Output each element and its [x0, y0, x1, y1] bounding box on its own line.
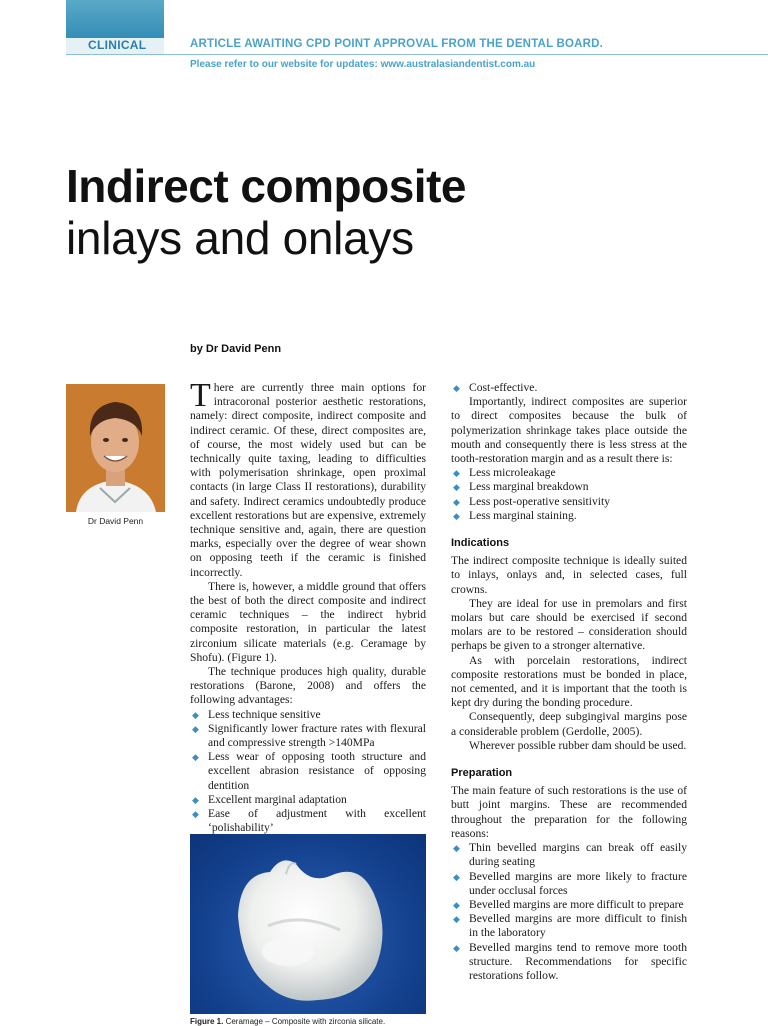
paragraph: The indirect composite technique is ideally suited to inlays, onlays and, in selected cases, full crowns.: [451, 554, 687, 596]
section-label: CLINICAL: [66, 38, 164, 54]
list-item: ◆ Bevelled margins tend to remove more tooth structure. Recommendations for specific restorations follow.: [451, 941, 687, 984]
list-item: ◆ Less marginal staining.: [451, 509, 687, 523]
list-item: ◆ Bevelled margins are more difficult to finish in the laboratory: [451, 912, 687, 940]
list-item: ◆ Less wear of opposing tooth structure and excellent abrasion resistance of opposing dentition: [190, 750, 426, 793]
list-item: ◆ Cost-effective.: [451, 381, 687, 395]
preparation-heading: Preparation: [451, 767, 513, 780]
list-item: ◆ Ease of adjustment with excellent ‘polishability’: [190, 807, 426, 835]
header-rule: [66, 54, 768, 55]
byline: by Dr David Penn: [190, 343, 282, 355]
list-item: ◆ Less post-operative sensitivity: [451, 495, 687, 509]
list-item: ◆ Less microleakage: [451, 466, 687, 480]
article-column-1: [190, 377, 426, 836]
list-item: ◆ Bevelled margins are more difficult to prepare: [451, 898, 687, 912]
intro-paragraph: There are currently three main options for intracoronal posterior aesthetic restorations, namely: direct composite, indirect composite and indirect ceramic. Of these, direct composites are, of course, the most widely used but can be technically quite taxing, leading to difficulties with polymerisation shrinkage, open proximal contacts (in large Class II restorations), durability and safety. Indirect ceramics undoubtedly produce excellent restorations but are expensive, extremely technique sensitive and, again, there are question marks, especially over the degree of wear shown on opposing teeth if the ceramic is finished incorrectly.: [190, 377, 426, 579]
indications-heading: Indications: [451, 537, 510, 550]
article-subtitle: inlays and onlays: [66, 212, 414, 264]
article-title: Indirect composite: [66, 160, 466, 212]
drop-cap: T: [190, 377, 211, 414]
photo-caption: Dr David Penn: [87, 516, 144, 526]
paragraph: As with porcelain restorations, indirect composite restorations must be bonded in place, not cemented, and it is important that the tooth is kept dry during the bonding procedure.: [451, 653, 687, 710]
list-item: ◆ Thin bevelled margins can break off easily during seating: [451, 841, 687, 869]
cpd-notice: ARTICLE AWAITING CPD POINT APPROVAL FROM THE DENTAL BOARD.: [190, 38, 604, 50]
article-column-2: [451, 381, 687, 983]
preparation-reasons-list: [451, 841, 687, 983]
list-item: ◆ Significantly lower fracture rates with flexural and compressive strength >140MPa: [190, 722, 426, 750]
author-portrait-graphic: [66, 384, 165, 512]
paragraph: The technique produces high quality, durable restorations (Barone, 2008) and offers the following advantages:: [190, 665, 426, 707]
list-item: ◆ Less marginal breakdown: [451, 480, 687, 494]
tooth-restoration-graphic: [190, 834, 426, 1014]
paragraph: The main feature of such restorations is the use of butt joint margins. These are recommended throughout the preparation for the following reasons:: [451, 784, 687, 840]
paragraph: Consequently, deep subgingival margins pose a considerable problem (Gerdolle, 2005).: [451, 710, 687, 738]
paragraph: Wherever possible rubber dam should be used.: [469, 738, 687, 752]
list-item: ◆ Less technique sensitive: [190, 708, 426, 722]
paragraph: There is, however, a middle ground that offers the best of both the direct composite and indirect ceramic techniques – the indirect hybrid composite restoration, in particular the latest zirconium silicate materials (e.g. Ceramage by Shofu). (Figure 1).: [190, 579, 426, 664]
figure-1-image: [190, 834, 426, 1014]
cpd-notice-sub: Please refer to our website for updates: www.australasiandentist.com.au: [190, 59, 536, 70]
paragraph: Importantly, indirect composites are superior to direct composites because the bulk of polymerization shrinkage takes place outside the mouth and consequently there is less stress at the tooth-restoration margin and as a result there is:: [451, 395, 687, 466]
figure-caption: Figure 1. Ceramage – Composite with zirconia silicate.: [190, 1017, 386, 1026]
author-photo: [66, 384, 165, 512]
list-item: ◆ Excellent marginal adaptation: [190, 793, 426, 807]
benefits-list: [451, 466, 687, 523]
paragraph: They are ideal for use in premolars and first molars but care should be exercised if second molars are to be restored – consideration should perhaps be given to a stronger alternative.: [451, 596, 687, 653]
advantages-list-continued: [451, 381, 687, 395]
list-item: ◆ Bevelled margins are more likely to fracture under occlusal forces: [451, 870, 687, 898]
advantages-list: [190, 708, 426, 836]
